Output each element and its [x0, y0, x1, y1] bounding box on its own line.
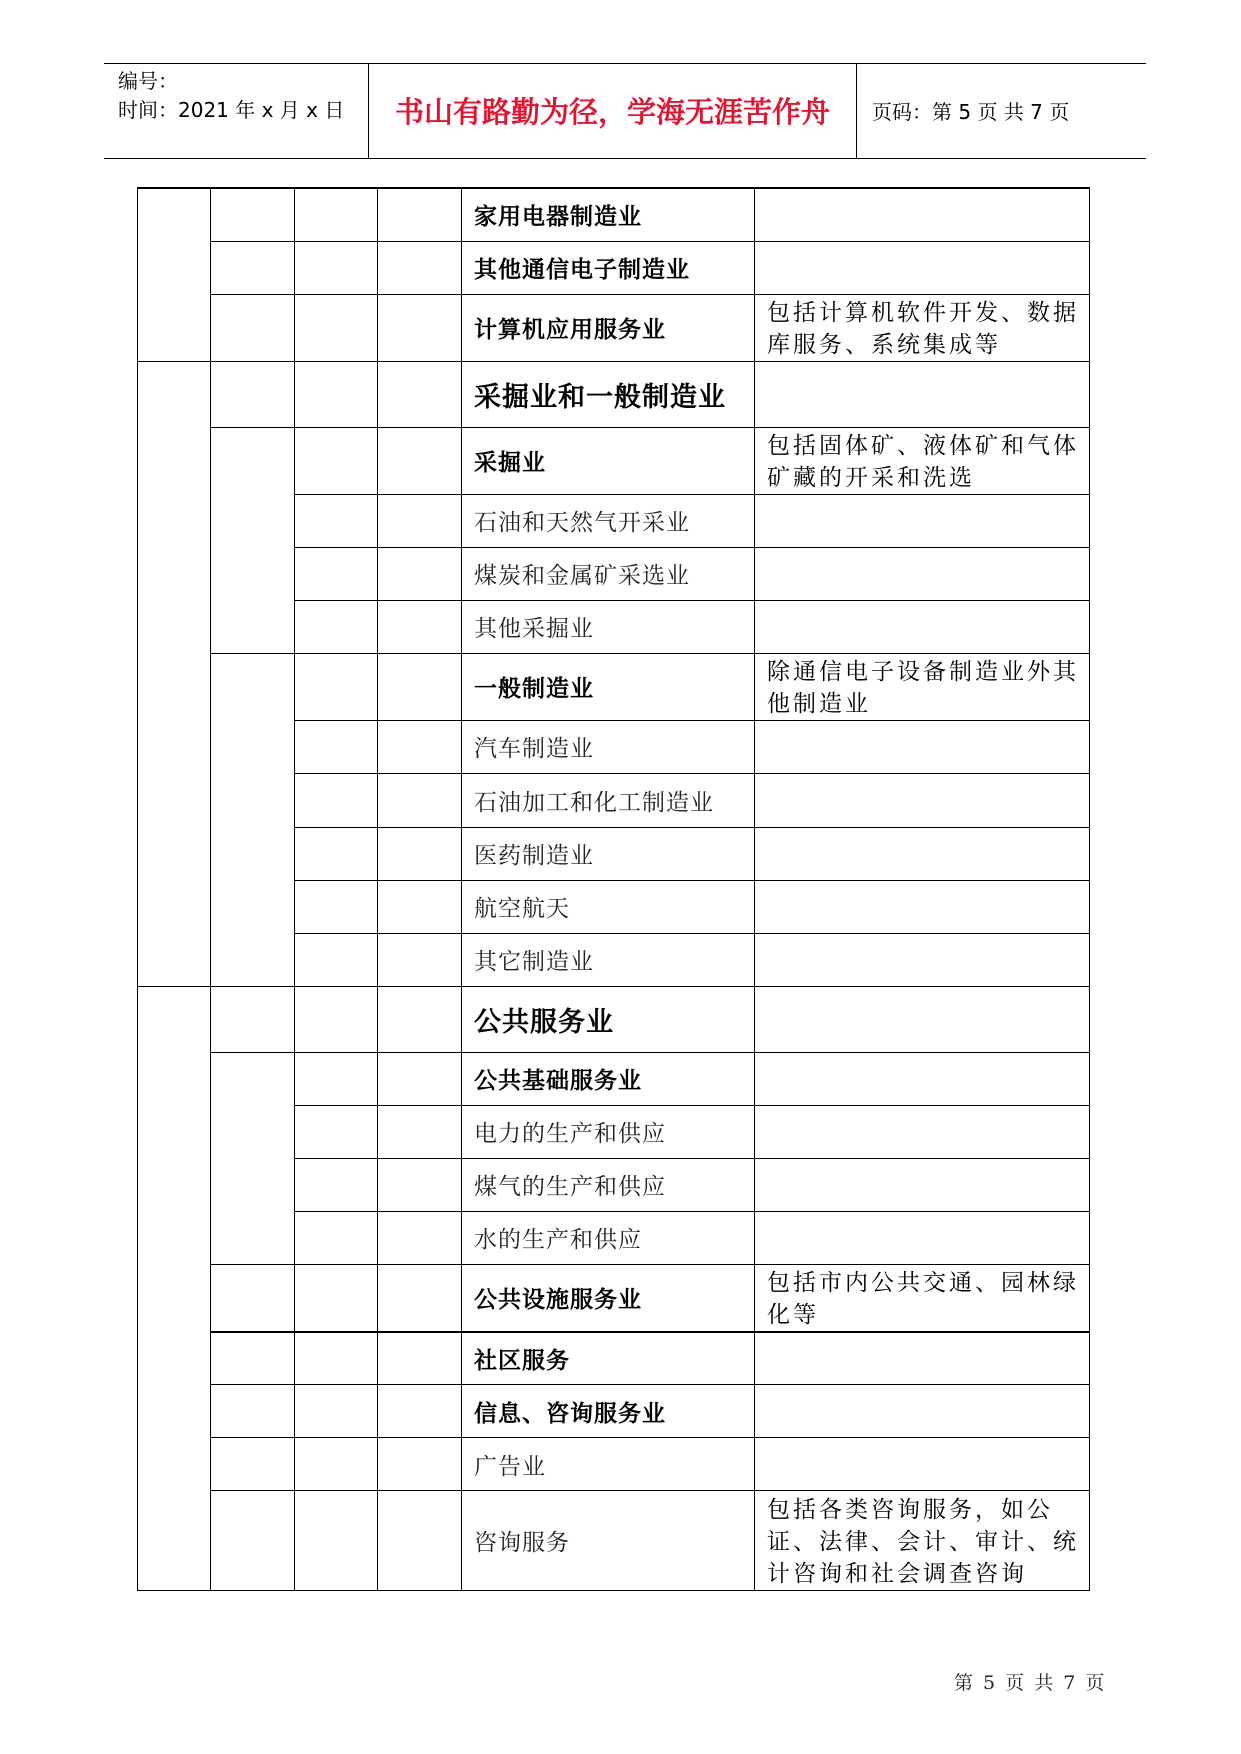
level2-cell: [211, 1332, 295, 1385]
industry-name: 咨询服务: [462, 1491, 755, 1591]
table-row: [138, 1052, 1090, 1105]
industry-name: 社区服务: [462, 1332, 755, 1385]
level4-cell: [378, 1385, 462, 1438]
industry-note: 包括市内公共交通、园林绿化等: [755, 1264, 1090, 1332]
table-row: [138, 1264, 1090, 1332]
industry-note: [755, 720, 1090, 773]
level4-cell: [378, 1211, 462, 1264]
level3-cell: [295, 827, 378, 880]
level4-cell: [378, 1264, 462, 1332]
level4-cell: [378, 600, 462, 653]
table-row: [138, 188, 1090, 241]
level4-cell: [378, 720, 462, 773]
level3-cell: [295, 1211, 378, 1264]
table-row: [138, 1385, 1090, 1438]
header-motto: 书山有路勤为径，学海无涯苦作舟: [394, 95, 830, 129]
industry-note: [755, 773, 1090, 827]
level1-cell: [138, 188, 211, 361]
industry-name: 煤炭和金属矿采选业: [462, 547, 755, 600]
level4-cell: [378, 1438, 462, 1491]
industry-name: 石油和天然气开采业: [462, 494, 755, 547]
industry-name: 其他通信电子制造业: [462, 241, 755, 294]
table-row: [138, 1438, 1090, 1491]
level4-cell: [378, 1158, 462, 1211]
level4-cell: [378, 361, 462, 427]
level3-cell: [295, 1332, 378, 1385]
level3-cell: [295, 1052, 378, 1105]
header-top-rule: [104, 63, 1146, 64]
table-row: [138, 1332, 1090, 1385]
level3-cell: [295, 547, 378, 600]
industry-note: 包括计算机软件开发、数据库服务、系统集成等: [755, 294, 1090, 361]
industry-category-name: 公共服务业: [462, 986, 755, 1052]
industry-note: [755, 1211, 1090, 1264]
level3-cell: [295, 1105, 378, 1158]
level3-cell: [295, 773, 378, 827]
header-divider-right: [856, 63, 857, 158]
level2-cell: [211, 427, 295, 653]
industry-name: 煤气的生产和供应: [462, 1158, 755, 1211]
industry-note: [755, 1052, 1090, 1105]
industry-note: [755, 1438, 1090, 1491]
industry-note: 除通信电子设备制造业外其他制造业: [755, 653, 1090, 720]
level4-cell: [378, 653, 462, 720]
level4-cell: [378, 427, 462, 494]
level2-cell: [211, 188, 295, 241]
level3-cell: [295, 241, 378, 294]
level3-cell: [295, 720, 378, 773]
level4-cell: [378, 547, 462, 600]
level3-cell: [295, 294, 378, 361]
level3-cell: [295, 1385, 378, 1438]
table-row: [138, 986, 1090, 1052]
level2-cell: [211, 1438, 295, 1491]
table-row: [138, 294, 1090, 361]
level2-cell: [211, 1385, 295, 1438]
level4-cell: [378, 188, 462, 241]
level3-cell: [295, 361, 378, 427]
level4-cell: [378, 933, 462, 986]
level4-cell: [378, 1105, 462, 1158]
level4-cell: [378, 1052, 462, 1105]
level3-cell: [295, 427, 378, 494]
industry-name: 汽车制造业: [462, 720, 755, 773]
level2-cell: [211, 361, 295, 427]
document-time-label: 时间：2021 年 x 月 x 日: [118, 98, 345, 122]
document-number-label: 编号：: [118, 69, 178, 93]
level3-cell: [295, 1491, 378, 1591]
industry-note: [755, 880, 1090, 933]
industry-name: 一般制造业: [462, 653, 755, 720]
industry-table: [137, 187, 1090, 1591]
level1-cell: [138, 986, 211, 1591]
table-row: [138, 361, 1090, 427]
industry-name: 其它制造业: [462, 933, 755, 986]
industry-note: [755, 600, 1090, 653]
industry-note: [755, 1158, 1090, 1211]
level2-cell: [211, 1491, 295, 1591]
industry-note: [755, 547, 1090, 600]
table-row: [138, 241, 1090, 294]
level4-cell: [378, 827, 462, 880]
industry-note: [755, 1332, 1090, 1385]
level3-cell: [295, 188, 378, 241]
industry-name: 电力的生产和供应: [462, 1105, 755, 1158]
level3-cell: [295, 494, 378, 547]
level4-cell: [378, 773, 462, 827]
level3-cell: [295, 1438, 378, 1491]
industry-note: [755, 1385, 1090, 1438]
level1-cell: [138, 361, 211, 986]
industry-note: [755, 241, 1090, 294]
level4-cell: [378, 1332, 462, 1385]
level3-cell: [295, 600, 378, 653]
industry-note: [755, 188, 1090, 241]
industry-name: 计算机应用服务业: [462, 294, 755, 361]
industry-name: 信息、咨询服务业: [462, 1385, 755, 1438]
header-bottom-rule: [104, 158, 1146, 159]
level4-cell: [378, 241, 462, 294]
level3-cell: [295, 1158, 378, 1211]
level4-cell: [378, 986, 462, 1052]
industry-category-name: 采掘业和一般制造业: [462, 361, 755, 427]
header-page-label: 页码：第 5 页 共 7 页: [872, 100, 1070, 124]
industry-name: 采掘业: [462, 427, 755, 494]
level2-cell: [211, 986, 295, 1052]
level4-cell: [378, 494, 462, 547]
footer-page-label: 第 5 页 共 7 页: [954, 1672, 1107, 1694]
industry-name: 家用电器制造业: [462, 188, 755, 241]
industry-note: 包括固体矿、液体矿和气体矿藏的开采和洗选: [755, 427, 1090, 494]
industry-name: 公共设施服务业: [462, 1264, 755, 1332]
industry-name: 航空航天: [462, 880, 755, 933]
industry-note: [755, 933, 1090, 986]
level2-cell: [211, 653, 295, 986]
level2-cell: [211, 294, 295, 361]
industry-note: [755, 361, 1090, 427]
industry-note: [755, 986, 1090, 1052]
level4-cell: [378, 880, 462, 933]
level3-cell: [295, 653, 378, 720]
industry-note: 包括各类咨询服务，如公证、法律、会计、审计、统计咨询和社会调查咨询: [755, 1491, 1090, 1591]
industry-note: [755, 494, 1090, 547]
level3-cell: [295, 1264, 378, 1332]
level2-cell: [211, 1052, 295, 1264]
industry-name: 公共基础服务业: [462, 1052, 755, 1105]
industry-name: 石油加工和化工制造业: [462, 773, 755, 827]
level3-cell: [295, 880, 378, 933]
industry-name: 医药制造业: [462, 827, 755, 880]
level3-cell: [295, 933, 378, 986]
level2-cell: [211, 241, 295, 294]
industry-note: [755, 1105, 1090, 1158]
table-row: [138, 653, 1090, 720]
table-row: [138, 1491, 1090, 1591]
level3-cell: [295, 986, 378, 1052]
industry-name: 其他采掘业: [462, 600, 755, 653]
level4-cell: [378, 294, 462, 361]
industry-name: 水的生产和供应: [462, 1211, 755, 1264]
level2-cell: [211, 1264, 295, 1332]
table-row: [138, 427, 1090, 494]
industry-name: 广告业: [462, 1438, 755, 1491]
industry-note: [755, 827, 1090, 880]
level4-cell: [378, 1491, 462, 1591]
